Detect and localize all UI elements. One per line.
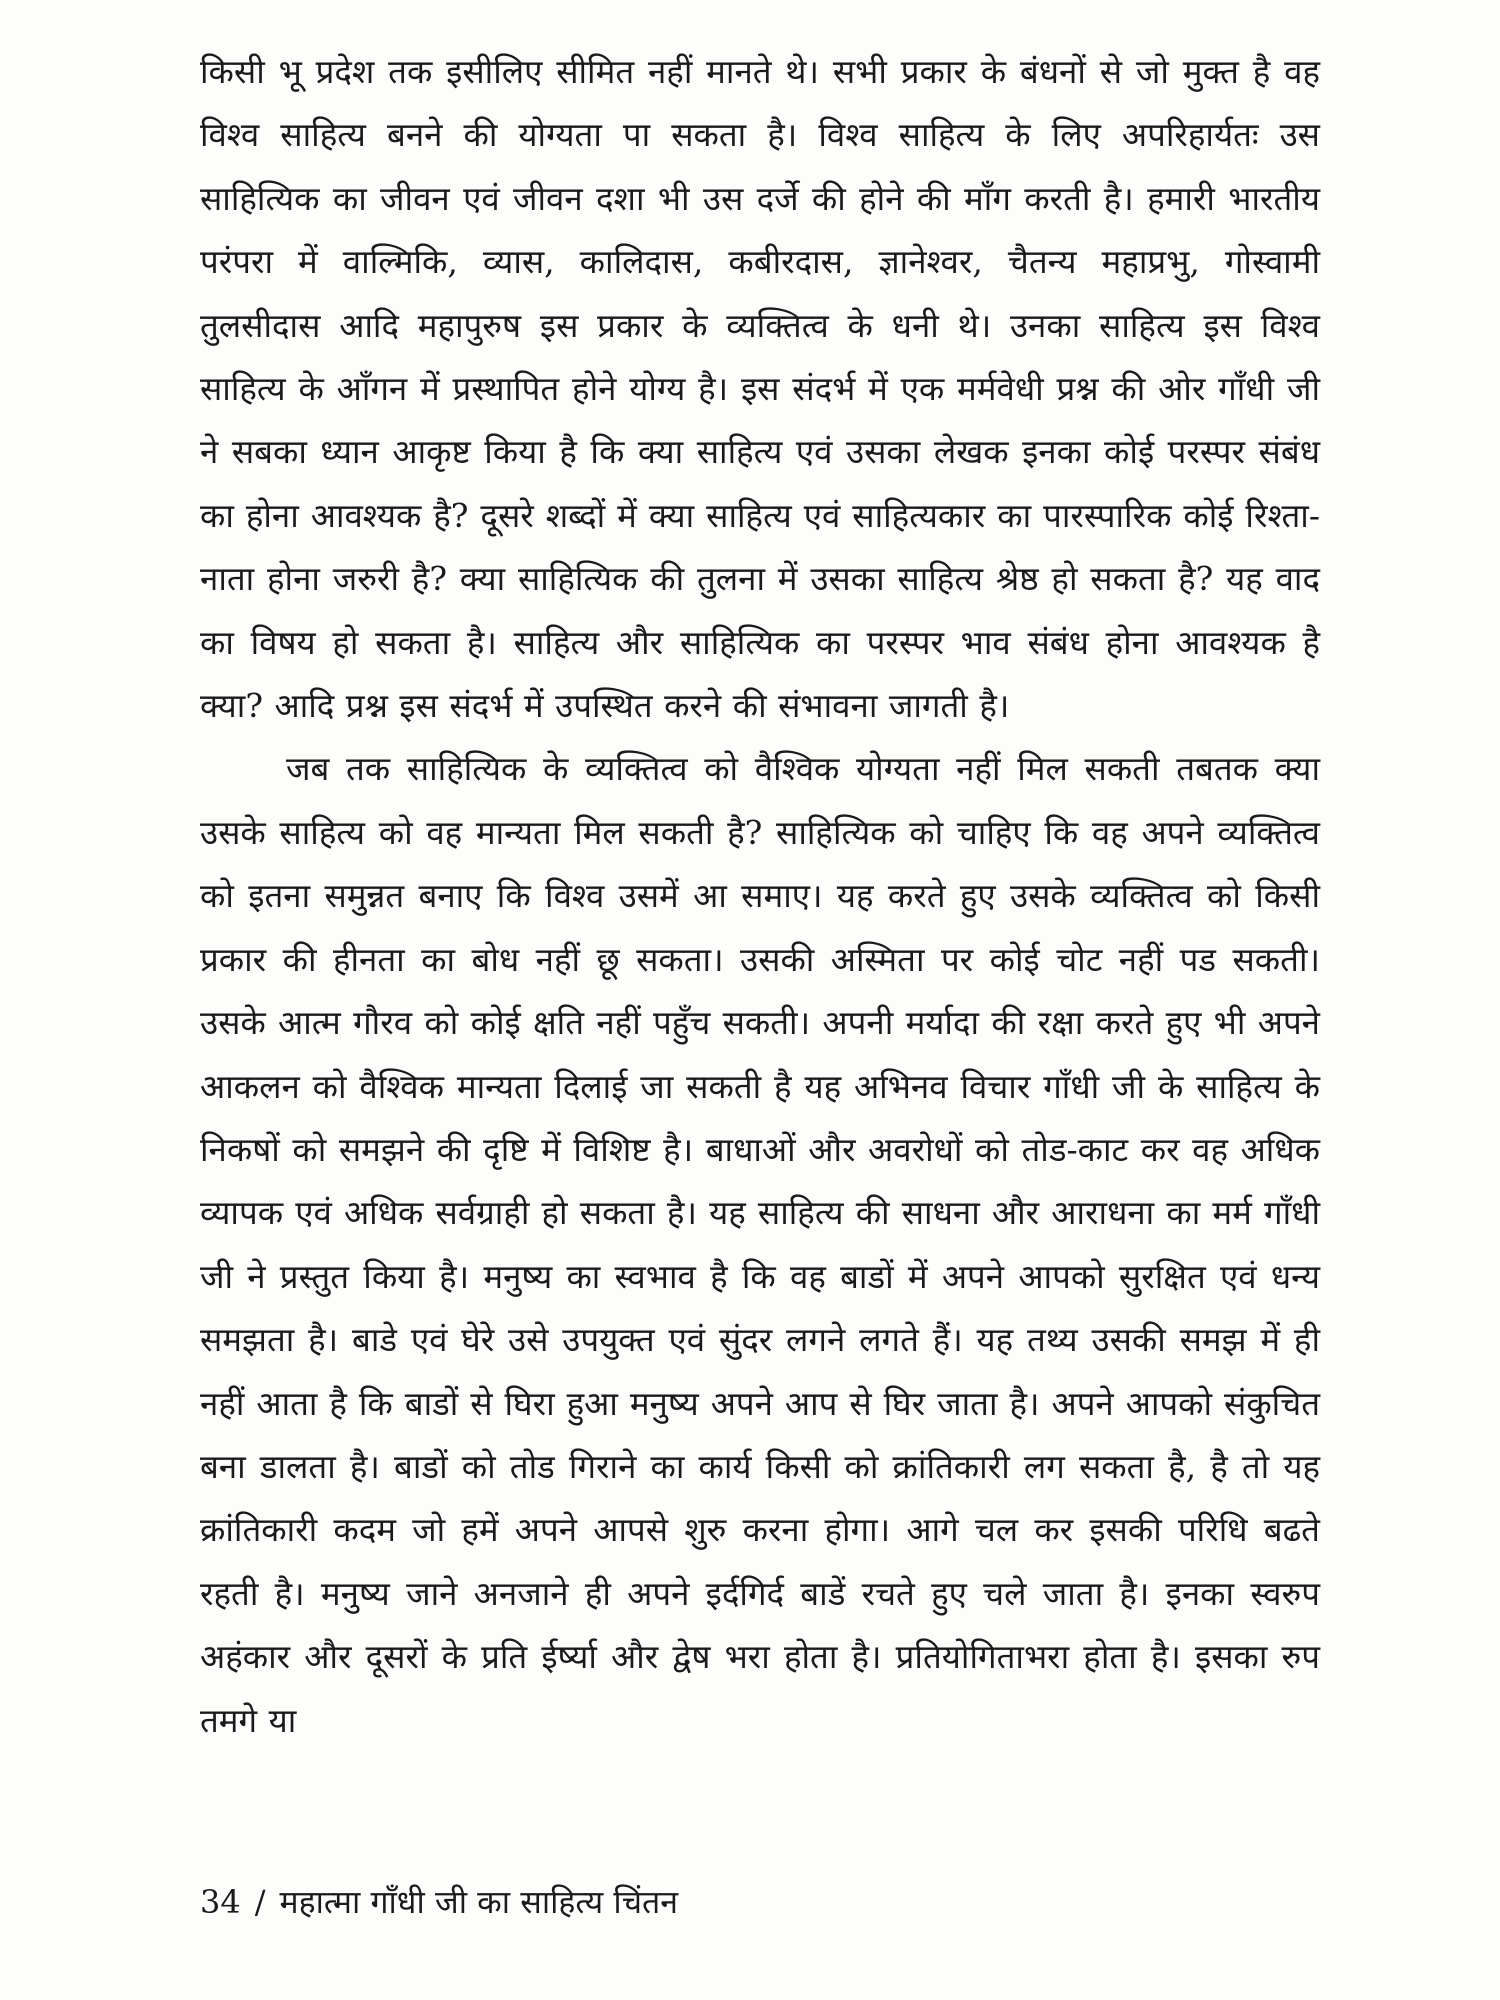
book-title: महात्मा गाँधी जी का साहित्य चिंतन xyxy=(279,1883,679,1921)
paragraph-1: किसी भू प्रदेश तक इसीलिए सीमित नहीं मानते थे। सभी प्रकार के बंधनों से जो मुक्त है वह विश्व साहित्य बनने की योग्यता पा सकता है। विश्व साहित्य के लिए अपरिहार्यतः उस साहित्यिक का जीवन एवं जीवन दशा भी उस दर्जे की होने की माँग करती है। हमारी भारतीय परंपरा में वाल्मिकि, व्यास, कालिदास, कबीरदास, ज्ञानेश्वर, चैतन्य महाप्रभु, गोस्वामी तुलसीदास आदि महापुरुष इस प्रकार के व्यक्तित्व के धनी थे। उनका साहित्य इस विश्व साहित्य के आँगन में प्रस्थापित होने योग्य है। इस संदर्भ में एक मर्मवेधी प्रश्न की ओर गाँधी जी ने सबका ध्यान आकृष्ट किया है कि क्या साहित्य एवं उसका लेखक इनका कोई परस्पर संबंध का होना आवश्यक है? दूसरे शब्दों में क्या साहित्य एवं साहित्यकार का पारस्पारिक कोई रिश्ता-नाता होना जरुरी है? क्या साहित्यिक की तुलना में उसका साहित्य श्रेष्ठ हो सकता है? यह वाद का विषय हो सकता है। साहित्य और साहित्यिक का परस्पर भाव संबंध होना आवश्यक है क्या? आदि प्रश्न इस संदर्भ में उपस्थित करने की संभावना जागती है। xyxy=(200,52,1320,726)
page-footer xyxy=(200,1882,692,1922)
footer-separator: / xyxy=(254,1883,266,1921)
page-number: 34 xyxy=(200,1883,241,1921)
body-text xyxy=(200,40,1320,1752)
paragraph-2: जब तक साहित्यिक के व्यक्तित्व को वैश्विक योग्यता नहीं मिल सकती तबतक क्या उसके साहित्य को वह मान्यता मिल सकती है? साहित्यिक को चाहिए कि वह अपने व्यक्तित्व को इतना समुन्नत बनाए कि विश्व उसमें आ समाए। यह करते हुए उसके व्यक्तित्व को किसी प्रकार की हीनता का बोध नहीं छू सकता। उसकी अस्मिता पर कोई चोट नहीं पड सकती। उसके आत्म गौरव को कोई क्षति नहीं पहुँच सकती। अपनी मर्यादा की रक्षा करते हुए भी अपने आकलन को वैश्विक मान्यता दिलाई जा सकती है यह अभिनव विचार गाँधी जी के साहित्य के निकषों को समझने की दृष्टि में विशिष्ट है। बाधाओं और अवरोधों को तोड-काट कर वह अधिक व्यापक एवं अधिक सर्वग्राही हो सकता है। यह साहित्य की साधना और आराधना का मर्म गाँधी जी ने प्रस्तुत किया है। मनुष्य का स्वभाव है कि वह बाडों में अपने आपको सुरक्षित एवं धन्य समझता है। बाडे एवं घेरे उसे उपयुक्त एवं सुंदर लगने लगते हैं। यह तथ्य उसकी समझ में ही नहीं आता है कि बाडों से घिरा हुआ मनुष्य अपने आप से घिर जाता है। अपने आपको संकुचित बना डालता है। बाडों को तोड गिराने का कार्य किसी को क्रांतिकारी लग सकता है, है तो यह क्रांतिकारी कदम जो हमें अपने आपसे शुरु करना होगा। आगे चल कर इसकी परिधि बढते रहती है। मनुष्य जाने अनजाने ही अपने इर्दगिर्द बाडें रचते हुए चले जाता है। इनका स्वरुप अहंकार और दूसरों के प्रति ईर्ष्या और द्वेष भरा होता है। प्रतियोगिताभरा होता है। इसका रुप तमगे या xyxy=(200,749,1320,1740)
